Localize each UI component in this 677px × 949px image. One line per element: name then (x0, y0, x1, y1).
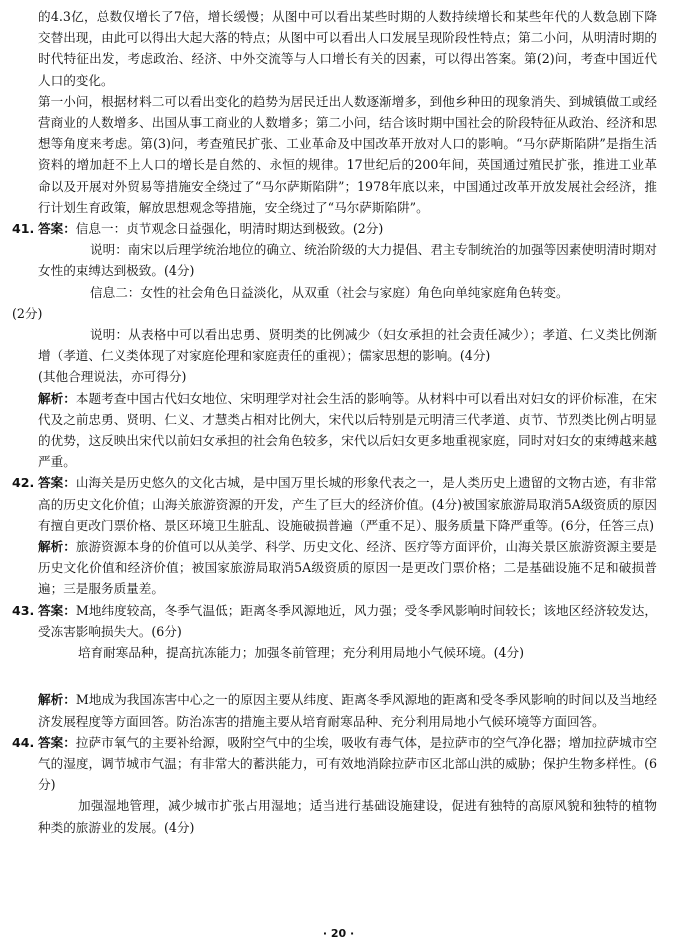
q42-answer-text: 山海关是历史悠久的文化古城，是中国万里长城的形象代表之一，是人类历史上遗留的文物古迹，有非常高的历史文化价值；山海关旅游资源的开发，产生了巨大的经济价值。(4分)被国家旅游局取消5A级资质的原因有擅自更改门票价格、景区环境卫生脏乱、设施破损普遍（严重不足）、服务质量下降严重等。(6分，任答三点) (38, 475, 658, 533)
q41-info1: 信息一：贞节观念日益强化，明清时期达到极致。(2分) (75, 221, 384, 237)
q43-analysis-text: M地成为我国冻害中心之一的原因主要从纬度、距离冬季风源地的距离和受冬季风影响的时间以及当地经济发展程度等方面回答。防治冻害的措施主要从培育耐寒品种、充分利用局地小气候环境等方面回答。 (38, 692, 657, 729)
spacer (0, 663, 677, 689)
q41-analysis-text: 本题考查中国古代妇女地位、宋明理学对社会生活的影响等。从材料中可以看出对妇女的评价标准，在宋代及之前忠勇、贤明、仁义、才慧类占相对比例大，宋代以后特别是元明清三代孝道、贞节、节烈类比例占明显的优势，这反映出宋代以前妇女承担的社会角色较多，宋代以后妇女更多地重视家庭，同时对妇女的束缚越来越严重。 (38, 390, 658, 470)
q41-explain2: 说明：从表格中可以看出忠勇、贤明类的比例减少（妇女承担的社会责任减少）；孝道、仁义类比例渐增（孝道、仁义类体现了对家庭伦理和家庭责任的重视）；儒家思想的影响。(4分) (38, 327, 657, 364)
q43-number: 43. (12, 602, 35, 618)
page (0, 6, 677, 838)
intro-paragraph-2: 第一小问，根据材料二可以看出变化的趋势为居民迁出人数逐渐增多，到他乡种田的现象消失、到城镇做工或经营商业的人数增多、出国从事工商业的人数增多；第二小问，结合该时期中国社会的阶段特征从政治、经济和思想等角度来考虑。第(3)问，考查殖民扩张、工业革命及中国改革开放对人口的影响。“马尔萨斯陷阱”是指生活资料的增加赶不上人口的增长是自然的、永恒的规律。17世纪后的200年间，英国通过殖民扩张，推进工业革命以及开展对外贸易等措施安全绕过了“马尔萨斯陷阱”；1978年底以来，中国通过改革开放发展社会经济，推行计划生育政策，解放思想观念等措施，安全绕过了“马尔萨斯陷阱”。 (38, 93, 657, 215)
q41-other: (其他合理说法，亦可得分) (38, 369, 187, 385)
q42-number: 42. (12, 475, 35, 491)
q44-number: 44. (12, 734, 35, 750)
intro-paragraph-1: 的4.3亿，总数仅增长了7倍，增长缓慢；从图中可以看出某些时期的人数持续增长和某些年代的人数急剧下降交替出现，由此可以得出大起大落的特点；从图中可以看出人口发展呈现阶段性特点；第二小问，从明清时期的时代特征出发，考虑政治、经济、中外交流等与人口增长有关的因素，可以得出答案。第(2)问，考查中国近代人口的变化。 (38, 9, 657, 88)
q44-answer (0, 732, 677, 796)
q43-analysis-label: 解析： (38, 692, 76, 708)
q41-analysis (0, 388, 677, 473)
q41-info2: 信息二：女性的社会角色日益淡化，从双重（社会与家庭）角色向单纯家庭角色转变。 (90, 284, 569, 300)
q43-answer-label: 答案： (38, 602, 76, 618)
q41-explain1: 说明：南宋以后理学统治地位的确立、统治阶级的大力提倡、君主专制统治的加强等因素使明清时期对女性的束缚达到极致。(4分) (38, 242, 657, 279)
q43-answer2: 培育耐寒品种，提高抗冻能力；加强冬前管理；充分利用局地小气候环境。(4分) (78, 645, 525, 661)
q42-answer-label: 答案： (38, 475, 76, 491)
q42-analysis (0, 536, 677, 600)
q42-analysis-label: 解析： (38, 539, 76, 555)
q41-answer-label: 答案： (38, 221, 76, 237)
q43-analysis (0, 689, 677, 731)
q42-analysis-text: 旅游资源本身的价值可以从美学、科学、历史文化、经济、医疗等方面评价，山海关景区旅游资源主要是历史文化价值和经济价值；被国家旅游局取消5A级资质的原因一是更改门票价格；二是基础设施不足和破损普遍；三是服务质量差。 (38, 539, 658, 597)
q44-answer-label: 答案： (38, 734, 76, 750)
q41-info2-score: (2分) (12, 305, 43, 321)
q44-answer-text: 拉萨市氧气的主要补给源，吸附空气中的尘埃，吸收有毒气体，是拉萨市的空气净化器；增加拉萨城市空气的湿度，调节城市气温；有非常大的蓄洪能力，可有效地消除拉萨市区北部山洪的威胁；保护生物多样性。(6分) (38, 734, 658, 793)
q41-analysis-label: 解析： (38, 390, 76, 406)
q41-answer-line (0, 218, 677, 239)
q43-answer (0, 600, 677, 642)
q43-answer-text: M地纬度较高，冬季气温低；距离冬季风源地近，风力强；受冬季风影响时间较长；该地区经济较发达，受冻害影响损失大。(6分) (38, 602, 657, 639)
page-number: · 20 · (322, 927, 355, 940)
q41-number: 41. (12, 221, 35, 237)
q44-answer2: 加强湿地管理，减少城市扩张占用湿地；适当进行基础设施建设，促进有独特的高原风貌和独特的植物种类的旅游业的发展。(4分) (38, 798, 657, 835)
q42-answer (0, 472, 677, 536)
